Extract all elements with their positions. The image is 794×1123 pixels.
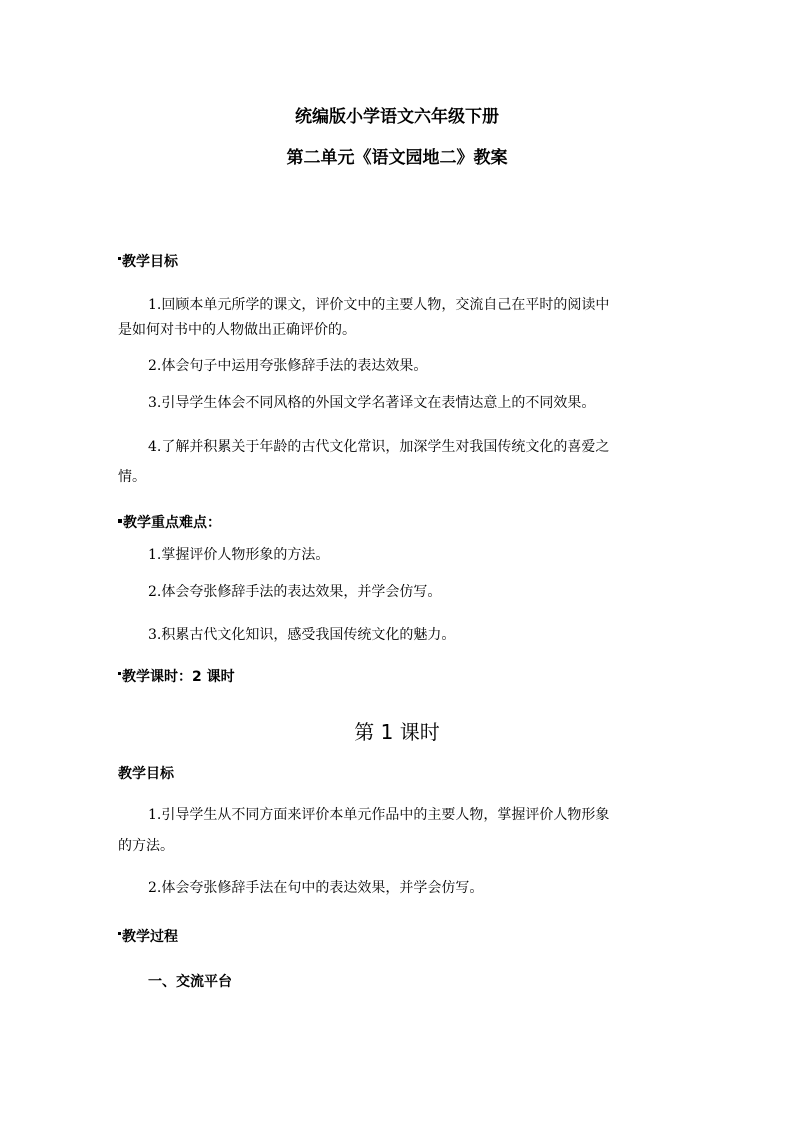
lesson1-title: 第 1 课时: [354, 720, 440, 744]
hours-heading-text: 教学课时：2 课时: [122, 669, 235, 685]
lesson1-objectives-heading: 教学目标: [118, 766, 174, 782]
key-point-item-1: 1.掌握评价人物形象的方法。: [148, 547, 330, 563]
process-heading: [118, 930, 178, 944]
bullet-icon: [118, 932, 121, 935]
doc-title-line1: 统编版小学语文六年级下册: [295, 107, 499, 127]
bullet-icon: [118, 257, 121, 260]
lesson1-item-1-line1: 1.引导学生从不同方面来评价本单元作品中的主要人物，掌握评价人物形象: [148, 807, 610, 823]
process-heading-text: 教学过程: [122, 929, 178, 945]
bullet-icon: [118, 519, 122, 523]
objective-item-1-line2: 是如何对书中的人物做出正确评价的。: [118, 322, 356, 338]
objectives-heading: [118, 255, 178, 269]
objective-item-4-line2: 情。: [118, 469, 146, 485]
objective-item-4-line1: 4.了解并积累关于年龄的古代文化常识，加深学生对我国传统文化的喜爱之: [148, 439, 610, 455]
objective-item-1-line1: 1.回顾本单元所学的课文，评价文中的主要人物，交流自己在平时的阅读中: [148, 297, 610, 313]
doc-title-line2: 第二单元《语文园地二》教案: [286, 148, 508, 168]
process-step-1: 一、交流平台: [148, 974, 232, 990]
key-point-item-2: 2.体会夸张修辞手法的表达效果，并学会仿写。: [148, 584, 442, 600]
key-points-heading: [118, 516, 221, 530]
key-points-heading-text: 教学重点难点：: [123, 515, 221, 531]
bullet-icon: [118, 672, 121, 675]
lesson1-item-1-line2: 的方法。: [118, 838, 174, 854]
objective-item-3: 3.引导学生体会不同风格的外国文学名著译文在表情达意上的不同效果。: [148, 395, 596, 411]
objective-item-2: 2.体会句子中运用夸张修辞手法的表达效果。: [148, 358, 428, 374]
key-point-item-3: 3.积累古代文化知识，感受我国传统文化的魅力。: [148, 627, 456, 643]
hours-heading: [118, 670, 235, 684]
objectives-heading-text: 教学目标: [122, 254, 178, 270]
lesson1-item-2: 2.体会夸张修辞手法在句中的表达效果，并学会仿写。: [148, 880, 484, 896]
